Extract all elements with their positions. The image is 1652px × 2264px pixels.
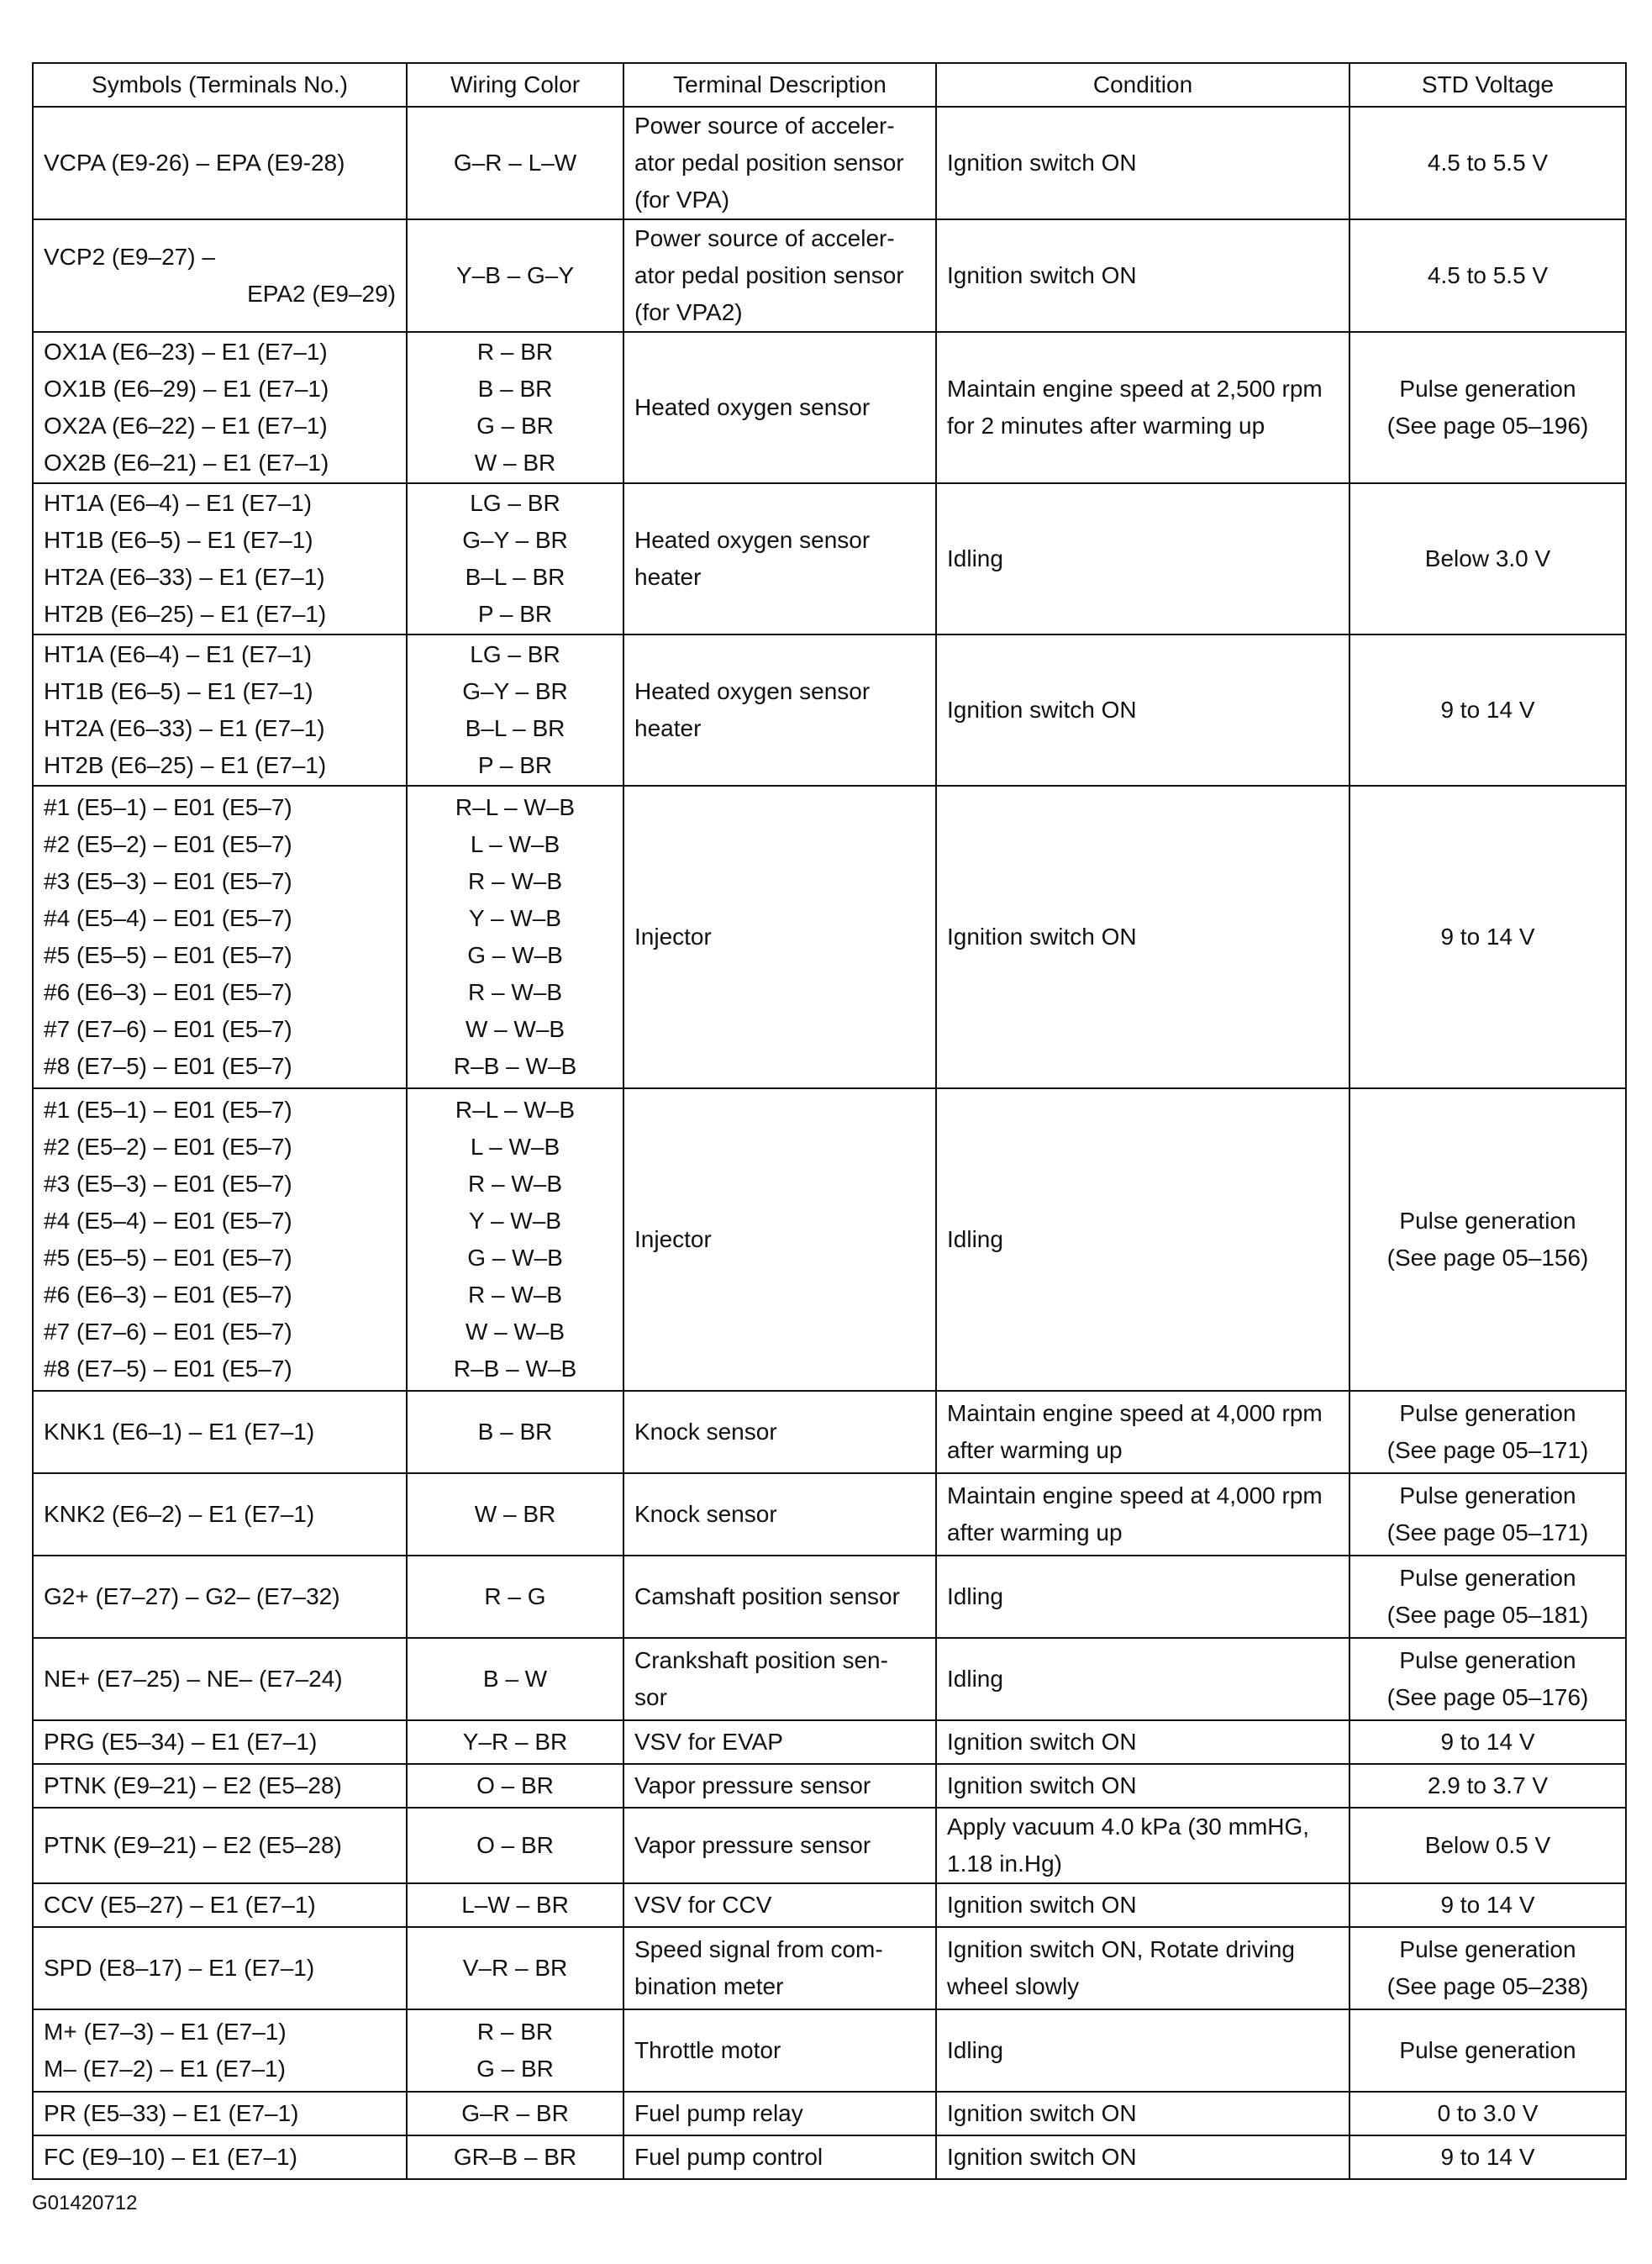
std-voltage-cell (1349, 1883, 1626, 1927)
cell-line: G – W–B (467, 1245, 563, 1271)
terminal-description-cell (623, 1808, 936, 1883)
cell-line: Pulse generation (1399, 1936, 1576, 1962)
cell-line: Knock sensor (634, 1501, 777, 1527)
std-voltage-cell (1349, 1927, 1626, 2009)
symbols-cell (33, 1720, 407, 1764)
cell-line: 4.5 to 5.5 V (1427, 150, 1549, 176)
cell-line: Pulse generation (1399, 2037, 1576, 2063)
cell-line: G–Y – BR (462, 527, 568, 553)
cell-line: (See page 05–176) (1386, 1684, 1589, 1710)
symbols-cell (33, 107, 407, 219)
cell-line: O – BR (476, 1832, 554, 1858)
cell-line: heater (634, 564, 702, 590)
cell-line: bination meter (634, 1973, 784, 1999)
cell-line: W – BR (474, 1501, 556, 1527)
table-row (33, 1088, 1626, 1391)
cell-line: 9 to 14 V (1440, 697, 1535, 723)
cell-line: #2 (E5–2) – E01 (E5–7) (44, 831, 292, 857)
cell-line: R–L – W–B (455, 1097, 576, 1123)
figure-id: G01420712 (32, 2192, 138, 2214)
cell-line: #6 (E6–3) – E01 (E5–7) (44, 1282, 292, 1308)
wiring-color-cell (407, 2092, 623, 2135)
cell-line: #6 (E6–3) – E01 (E5–7) (44, 979, 292, 1005)
symbols-cell (33, 483, 407, 634)
condition-cell (936, 1638, 1349, 1720)
std-voltage-cell (1349, 1764, 1626, 1808)
cell-line: B – BR (477, 1419, 553, 1445)
condition-cell (936, 2135, 1349, 2179)
terminal-description-cell (623, 1720, 936, 1764)
cell-line: G – BR (476, 413, 554, 439)
wiring-color-cell (407, 1883, 623, 1927)
cell-line: R – G (484, 1583, 546, 1609)
std-voltage-cell (1349, 1391, 1626, 1473)
cell-line: PTNK (E9–21) – E2 (E5–28) (44, 1772, 342, 1798)
cell-line: R–L – W–B (455, 794, 576, 820)
table-row (33, 219, 1626, 332)
cell-line: L – W–B (470, 831, 560, 857)
condition-cell (936, 1764, 1349, 1808)
header-std-voltage: STD Voltage (1349, 63, 1626, 107)
cell-line: Pulse generation (1399, 1565, 1576, 1591)
cell-line: Ignition switch ON (947, 2144, 1137, 2170)
cell-line: OX1B (E6–29) – E1 (E7–1) (44, 376, 329, 402)
table-row (33, 2009, 1626, 2092)
cell-line: Throttle motor (634, 2037, 781, 2063)
cell-line: VCPA (E9-26) – EPA (E9-28) (44, 150, 345, 176)
cell-line: Ignition switch ON (947, 697, 1137, 723)
condition-cell (936, 483, 1349, 634)
symbols-cell (33, 1927, 407, 2009)
terminal-description-cell (623, 1088, 936, 1391)
cell-line: #3 (E5–3) – E01 (E5–7) (44, 868, 292, 894)
std-voltage-cell (1349, 332, 1626, 483)
wiring-color-cell (407, 1391, 623, 1473)
terminal-description-cell (623, 1927, 936, 2009)
cell-line: sor (634, 1684, 667, 1710)
cell-line: (See page 05–171) (1386, 1437, 1589, 1463)
cell-line: (See page 05–156) (1386, 1245, 1589, 1271)
cell-line: Y – W–B (469, 905, 561, 931)
cell-line: VCP2 (E9–27) – (44, 244, 215, 270)
cell-line: Injector (634, 924, 712, 950)
cell-line: #8 (E7–5) – E01 (E5–7) (44, 1356, 292, 1382)
cell-line: M– (E7–2) – E1 (E7–1) (44, 2056, 286, 2082)
terminal-description-cell (623, 1883, 936, 1927)
cell-line: Heated oxygen sensor (634, 394, 871, 420)
wiring-color-cell (407, 1638, 623, 1720)
terminal-description-cell (623, 2135, 936, 2179)
cell-line: HT1A (E6–4) – E1 (E7–1) (44, 490, 313, 516)
cell-line: wheel slowly (947, 1973, 1080, 1999)
condition-cell (936, 1883, 1349, 1927)
cell-line: G–R – BR (461, 2100, 569, 2126)
table-row (33, 1391, 1626, 1473)
cell-line: HT1A (E6–4) – E1 (E7–1) (44, 641, 313, 667)
header-symbols: Symbols (Terminals No.) (33, 63, 407, 107)
cell-line: #7 (E7–6) – E01 (E5–7) (44, 1016, 292, 1042)
wiring-color-cell (407, 2135, 623, 2179)
cell-line: HT2A (E6–33) – E1 (E7–1) (44, 715, 325, 741)
cell-line: 4.5 to 5.5 V (1427, 262, 1549, 288)
cell-line: P – BR (477, 752, 553, 778)
cell-line: W – BR (474, 450, 556, 476)
condition-cell (936, 219, 1349, 332)
cell-line: #3 (E5–3) – E01 (E5–7) (44, 1171, 292, 1197)
terminal-description-cell (623, 1391, 936, 1473)
cell-line: for 2 minutes after warming up (947, 413, 1265, 439)
terminal-description-cell (623, 107, 936, 219)
symbols-cell (33, 634, 407, 786)
cell-line: Maintain engine speed at 4,000 rpm (947, 1482, 1323, 1508)
cell-line: Pulse generation (1399, 1647, 1576, 1673)
cell-line: Below 3.0 V (1424, 545, 1551, 571)
cell-line: PR (E5–33) – E1 (E7–1) (44, 2100, 299, 2126)
cell-line: EPA2 (E9–29) (247, 281, 396, 307)
cell-line: Fuel pump relay (634, 2100, 803, 2126)
condition-cell (936, 1720, 1349, 1764)
cell-line: Y – W–B (469, 1208, 561, 1234)
terminal-voltage-table (32, 62, 1627, 2180)
cell-line: PRG (E5–34) – E1 (E7–1) (44, 1729, 318, 1755)
cell-line: LG – BR (470, 641, 560, 667)
cell-line: VSV for EVAP (634, 1729, 783, 1755)
symbols-cell (33, 786, 407, 1088)
header-terminal-description: Terminal Description (623, 63, 936, 107)
cell-line: OX2A (E6–22) – E1 (E7–1) (44, 413, 328, 439)
terminal-voltage-table-sheet (32, 62, 1625, 2180)
cell-line: P – BR (477, 601, 553, 627)
cell-line: M+ (E7–3) – E1 (E7–1) (44, 2019, 287, 2045)
table-row (33, 1556, 1626, 1638)
cell-line: Camshaft position sensor (634, 1583, 900, 1609)
wiring-color-cell (407, 1927, 623, 2009)
symbols-cell (33, 332, 407, 483)
header-row (33, 63, 1626, 107)
std-voltage-cell (1349, 786, 1626, 1088)
wiring-color-cell (407, 483, 623, 634)
cell-line: HT1B (E6–5) – E1 (E7–1) (44, 678, 313, 704)
cell-line: R – BR (476, 2019, 554, 2045)
table-row (33, 1638, 1626, 1720)
cell-line: Vapor pressure sensor (634, 1832, 871, 1858)
cell-line: Ignition switch ON (947, 150, 1137, 176)
wiring-color-cell (407, 1764, 623, 1808)
table-row (33, 1927, 1626, 2009)
cell-line: FC (E9–10) – E1 (E7–1) (44, 2144, 297, 2170)
cell-line: #2 (E5–2) – E01 (E5–7) (44, 1134, 292, 1160)
wiring-color-cell (407, 634, 623, 786)
cell-line: 9 to 14 V (1440, 1729, 1535, 1755)
table-row (33, 2135, 1626, 2179)
symbols-cell (33, 1764, 407, 1808)
wiring-color-cell (407, 1556, 623, 1638)
cell-line: Power source of acceler- (634, 113, 895, 139)
std-voltage-cell (1349, 1556, 1626, 1638)
cell-line: #7 (E7–6) – E01 (E5–7) (44, 1319, 292, 1345)
cell-line: V–R – BR (462, 1955, 568, 1981)
table-row (33, 483, 1626, 634)
symbols-cell (33, 2092, 407, 2135)
std-voltage-cell (1349, 1808, 1626, 1883)
condition-cell (936, 1473, 1349, 1556)
cell-line: GR–B – BR (453, 2144, 577, 2170)
cell-line: Idling (947, 1226, 1003, 1252)
cell-line: Maintain engine speed at 2,500 rpm (947, 376, 1323, 402)
symbols-cell (33, 1556, 407, 1638)
cell-line: HT2B (E6–25) – E1 (E7–1) (44, 601, 327, 627)
terminal-description-cell (623, 483, 936, 634)
cell-line: #1 (E5–1) – E01 (E5–7) (44, 1097, 292, 1123)
cell-line: VSV for CCV (634, 1892, 772, 1918)
cell-line: OX1A (E6–23) – E1 (E7–1) (44, 339, 328, 365)
std-voltage-cell (1349, 1088, 1626, 1391)
wiring-color-cell (407, 1808, 623, 1883)
cell-line: #5 (E5–5) – E01 (E5–7) (44, 942, 292, 968)
cell-line: Power source of acceler- (634, 225, 895, 251)
cell-line: SPD (E8–17) – E1 (E7–1) (44, 1955, 315, 1981)
cell-line: Ignition switch ON (947, 1729, 1137, 1755)
cell-line: (See page 05–181) (1386, 1602, 1589, 1628)
wiring-color-cell (407, 332, 623, 483)
cell-line: #4 (E5–4) – E01 (E5–7) (44, 905, 292, 931)
cell-line: KNK2 (E6–2) – E1 (E7–1) (44, 1501, 315, 1527)
symbols-cell (33, 219, 407, 332)
condition-cell (936, 786, 1349, 1088)
cell-line: R – W–B (467, 1171, 563, 1197)
table-row (33, 2092, 1626, 2135)
table-body (33, 107, 1626, 2179)
cell-line: B–L – BR (465, 564, 566, 590)
condition-cell (936, 634, 1349, 786)
table-row (33, 332, 1626, 483)
cell-line: Ignition switch ON (947, 1892, 1137, 1918)
cell-line: Knock sensor (634, 1419, 777, 1445)
cell-line: G – W–B (467, 942, 563, 968)
symbols-cell (33, 1391, 407, 1473)
cell-line: B – BR (477, 376, 553, 402)
cell-line: G2+ (E7–27) – G2– (E7–32) (44, 1583, 340, 1609)
terminal-description-cell (623, 1764, 936, 1808)
cell-line: OX2B (E6–21) – E1 (E7–1) (44, 450, 329, 476)
cell-line: PTNK (E9–21) – E2 (E5–28) (44, 1832, 342, 1858)
std-voltage-cell (1349, 1638, 1626, 1720)
condition-cell (936, 332, 1349, 483)
cell-line: Crankshaft position sen- (634, 1647, 888, 1673)
cell-line: LG – BR (470, 490, 560, 516)
cell-line: (See page 05–238) (1386, 1973, 1589, 1999)
std-voltage-cell (1349, 483, 1626, 634)
cell-line: Y–R – BR (462, 1729, 568, 1755)
symbols-cell (33, 1883, 407, 1927)
table-row (33, 1883, 1626, 1927)
cell-line: Pulse generation (1399, 1208, 1576, 1234)
cell-line: Pulse generation (1399, 376, 1576, 402)
cell-line: Idling (947, 1666, 1003, 1692)
cell-line: NE+ (E7–25) – NE– (E7–24) (44, 1666, 343, 1692)
cell-line: Maintain engine speed at 4,000 rpm (947, 1400, 1323, 1426)
cell-line: Speed signal from com- (634, 1936, 883, 1962)
wiring-color-cell (407, 1473, 623, 1556)
cell-line: B – W (482, 1666, 548, 1692)
cell-line: Vapor pressure sensor (634, 1772, 871, 1798)
table-row (33, 1473, 1626, 1556)
cell-line: Apply vacuum 4.0 kPa (30 mmHG, (947, 1814, 1310, 1840)
cell-line: after warming up (947, 1437, 1123, 1463)
std-voltage-cell (1349, 1473, 1626, 1556)
cell-line: Pulse generation (1399, 1400, 1576, 1426)
table-row (33, 1764, 1626, 1808)
terminal-description-cell (623, 634, 936, 786)
cell-line: W – W–B (465, 1016, 566, 1042)
std-voltage-cell (1349, 2092, 1626, 2135)
terminal-description-cell (623, 1473, 936, 1556)
cell-line: #8 (E7–5) – E01 (E5–7) (44, 1053, 292, 1079)
cell-line: KNK1 (E6–1) – E1 (E7–1) (44, 1419, 315, 1445)
cell-line: Heated oxygen sensor (634, 527, 871, 553)
cell-line: Injector (634, 1226, 712, 1252)
cell-line: after warming up (947, 1519, 1123, 1545)
cell-line: #4 (E5–4) – E01 (E5–7) (44, 1208, 292, 1234)
wiring-color-cell (407, 2009, 623, 2092)
cell-line: 9 to 14 V (1440, 2144, 1535, 2170)
terminal-description-cell (623, 1638, 936, 1720)
cell-line: (for VPA) (634, 187, 730, 213)
std-voltage-cell (1349, 634, 1626, 786)
cell-line: R–B – W–B (453, 1356, 577, 1382)
header-condition: Condition (936, 63, 1349, 107)
cell-line: (See page 05–171) (1386, 1519, 1589, 1545)
table-row (33, 107, 1626, 219)
cell-line: Idling (947, 1583, 1003, 1609)
cell-line: R – W–B (467, 1282, 563, 1308)
wiring-color-cell (407, 786, 623, 1088)
cell-line: #5 (E5–5) – E01 (E5–7) (44, 1245, 292, 1271)
cell-line: HT1B (E6–5) – E1 (E7–1) (44, 527, 313, 553)
symbols-cell (33, 1088, 407, 1391)
cell-line: Fuel pump control (634, 2144, 823, 2170)
symbols-cell (33, 2009, 407, 2092)
cell-line: Below 0.5 V (1424, 1832, 1551, 1858)
cell-line: L – W–B (470, 1134, 560, 1160)
cell-line: CCV (E5–27) – E1 (E7–1) (44, 1892, 316, 1918)
symbols-cell (33, 1473, 407, 1556)
cell-line: 9 to 14 V (1440, 1892, 1535, 1918)
terminal-description-cell (623, 219, 936, 332)
terminal-description-cell (623, 786, 936, 1088)
cell-line: R – BR (476, 339, 554, 365)
cell-line: G–R – L–W (453, 150, 577, 176)
wiring-color-cell (407, 107, 623, 219)
cell-line: 1.18 in.Hg) (947, 1851, 1062, 1877)
terminal-description-cell (623, 1556, 936, 1638)
condition-cell (936, 2092, 1349, 2135)
std-voltage-cell (1349, 107, 1626, 219)
table-row (33, 786, 1626, 1088)
cell-line: #1 (E5–1) – E01 (E5–7) (44, 794, 292, 820)
cell-line: heater (634, 715, 702, 741)
wiring-color-cell (407, 219, 623, 332)
cell-line: B–L – BR (465, 715, 566, 741)
condition-cell (936, 2009, 1349, 2092)
cell-line: W – W–B (465, 1319, 566, 1345)
cell-line: L–W – BR (461, 1892, 569, 1918)
std-voltage-cell (1349, 2009, 1626, 2092)
std-voltage-cell (1349, 219, 1626, 332)
cell-line: R – W–B (467, 868, 563, 894)
cell-line: R – W–B (467, 979, 563, 1005)
cell-line: Pulse generation (1399, 1482, 1576, 1508)
cell-line: 9 to 14 V (1440, 924, 1535, 950)
std-voltage-cell (1349, 1720, 1626, 1764)
cell-line: Idling (947, 545, 1003, 571)
cell-line: ator pedal position sensor (634, 262, 904, 288)
symbols-cell (33, 1638, 407, 1720)
table-row (33, 1720, 1626, 1764)
cell-line: Ignition switch ON, Rotate driving (947, 1936, 1295, 1962)
terminal-description-cell (623, 2092, 936, 2135)
wiring-color-cell (407, 1088, 623, 1391)
cell-line: 0 to 3.0 V (1437, 2100, 1539, 2126)
condition-cell (936, 1808, 1349, 1883)
cell-line: Idling (947, 2037, 1003, 2063)
condition-cell (936, 1088, 1349, 1391)
cell-line: Ignition switch ON (947, 1772, 1137, 1798)
cell-line: (for VPA2) (634, 299, 743, 325)
cell-line: Y–B – G–Y (455, 262, 575, 288)
condition-cell (936, 1391, 1349, 1473)
cell-line: Ignition switch ON (947, 262, 1137, 288)
cell-line: Ignition switch ON (947, 2100, 1137, 2126)
wiring-color-cell (407, 1720, 623, 1764)
cell-line: O – BR (476, 1772, 554, 1798)
condition-cell (936, 1927, 1349, 2009)
cell-line: 2.9 to 3.7 V (1427, 1772, 1549, 1798)
terminal-description-cell (623, 2009, 936, 2092)
cell-line: Ignition switch ON (947, 924, 1137, 950)
table-row (33, 634, 1626, 786)
cell-line: R–B – W–B (453, 1053, 577, 1079)
cell-line: HT2B (E6–25) – E1 (E7–1) (44, 752, 327, 778)
std-voltage-cell (1349, 2135, 1626, 2179)
condition-cell (936, 1556, 1349, 1638)
cell-line: ator pedal position sensor (634, 150, 904, 176)
cell-line: Heated oxygen sensor (634, 678, 871, 704)
symbols-cell (33, 1808, 407, 1883)
table-row (33, 1808, 1626, 1883)
cell-line: (See page 05–196) (1386, 413, 1589, 439)
cell-line: HT2A (E6–33) – E1 (E7–1) (44, 564, 325, 590)
cell-line: G–Y – BR (462, 678, 568, 704)
header-wiring-color: Wiring Color (407, 63, 623, 107)
symbols-cell (33, 2135, 407, 2179)
terminal-description-cell (623, 332, 936, 483)
condition-cell (936, 107, 1349, 219)
cell-line: G – BR (476, 2056, 554, 2082)
